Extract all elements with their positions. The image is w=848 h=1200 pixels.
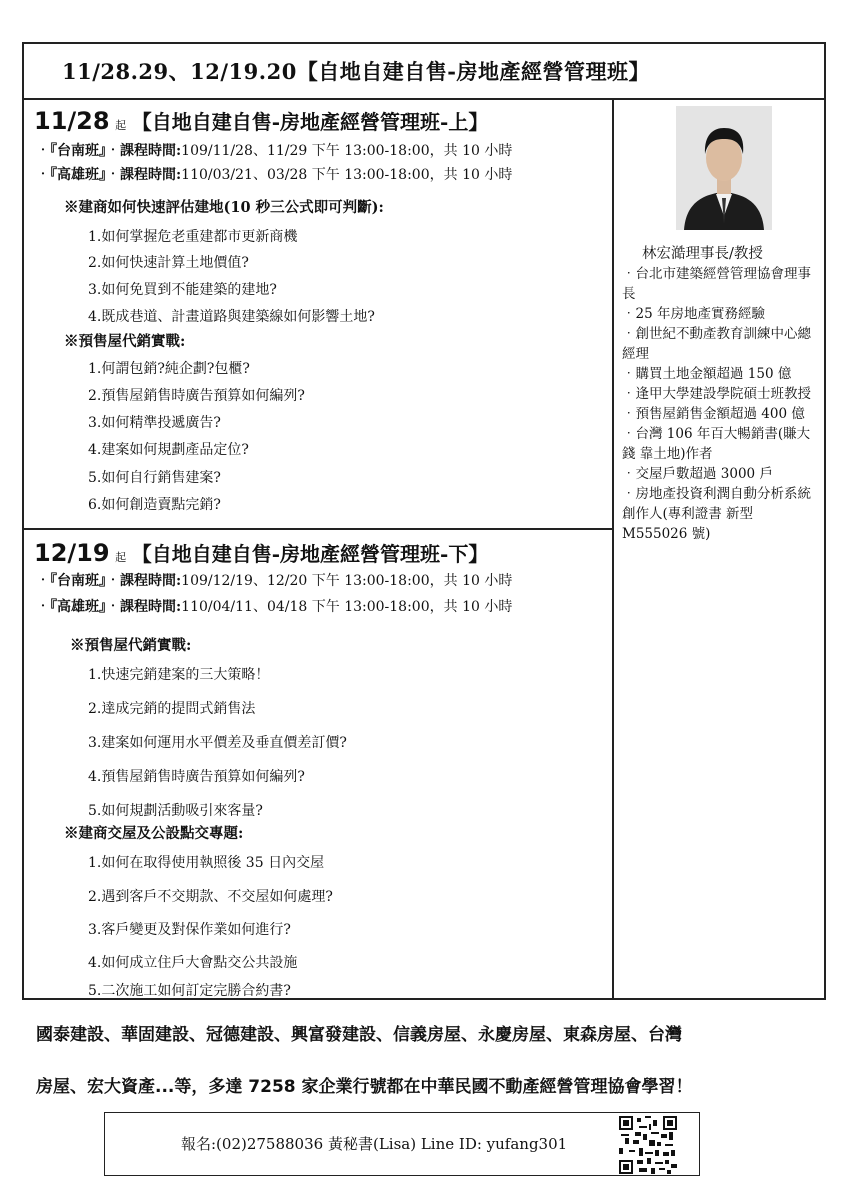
contact-info: 報名:(02)27588036 黃秘書(Lisa) Line ID: yufang301 bbox=[181, 1135, 568, 1153]
section-part-1 bbox=[24, 98, 612, 530]
instructor-panel bbox=[614, 98, 824, 998]
list-item: 4.如何成立住戶大會點交公共設施 bbox=[88, 955, 298, 971]
section-heading bbox=[34, 538, 488, 567]
schedule-kaohsiung bbox=[36, 164, 512, 184]
schedule-label: ‧課程時間: bbox=[106, 599, 182, 615]
list-item: 3.如何精準投遞廣告? bbox=[88, 415, 221, 431]
bio-item: ‧預售屋銷售金額超過 400 億 bbox=[622, 406, 805, 422]
list-item: 1.快速完銷建案的三大策略！ bbox=[88, 667, 270, 683]
list-item: 3.客戶變更及對保作業如何進行? bbox=[88, 922, 291, 938]
list-item: 2.遇到客戶不交期款、不交屋如何處理? bbox=[88, 889, 333, 905]
group-heading: ※建商如何快速評估建地(10 秒三公式即可判斷): bbox=[64, 199, 384, 216]
contact-box bbox=[104, 1112, 700, 1176]
section-date: 11/28 bbox=[34, 107, 110, 135]
list-item: 2.預售屋銷售時廣告預算如何編列? bbox=[88, 388, 305, 404]
bio-item: ‧25 年房地產實務經驗 bbox=[622, 306, 765, 322]
list-item: 4.既成巷道、計畫道路與建築線如何影響土地? bbox=[88, 309, 375, 325]
group-heading: ※預售屋代銷實戰: bbox=[70, 637, 192, 654]
bio-item: ‧創世紀不動產教育訓練中心總經理 bbox=[622, 326, 811, 362]
list-item: 2.如何快速計算土地價值? bbox=[88, 255, 249, 271]
footer-companies-line2: 房屋、宏大資產...等，多達 7258 家企業行號都在中華民國不動產經營管理協會學習！ bbox=[36, 1077, 693, 1097]
list-item: 1.如何在取得使用執照後 35 日內交屋 bbox=[88, 855, 325, 871]
instructor-bio bbox=[622, 264, 820, 544]
list-item: 6.如何創造賣點完銷? bbox=[88, 497, 221, 513]
list-item: 5.二次施工如何訂定完勝合約書? bbox=[88, 983, 291, 999]
instructor-name: 林宏澔理事長/教授 bbox=[642, 246, 763, 262]
schedule-tainan bbox=[36, 570, 512, 590]
list-item: 4.建案如何規劃產品定位? bbox=[88, 442, 249, 458]
class-name: ‧『高雄班』 bbox=[36, 167, 106, 183]
course-content bbox=[24, 98, 614, 998]
section-qi: 起 bbox=[115, 119, 127, 132]
class-name: ‧『台南班』 bbox=[36, 143, 106, 159]
list-item: 5.如何規劃活動吸引來客量? bbox=[88, 803, 263, 819]
bio-item: ‧購買土地金額超過 150 億 bbox=[622, 366, 792, 382]
group-heading: ※建商交屋及公設點交專題: bbox=[64, 825, 244, 842]
list-item: 3.如何免買到不能建築的建地? bbox=[88, 282, 277, 298]
schedule-label: ‧課程時間: bbox=[106, 573, 182, 589]
schedule-tainan bbox=[36, 140, 512, 160]
schedule-time: 109/12/19、12/20 下午 13:00-18:00，共 10 小時 bbox=[181, 573, 513, 589]
instructor-photo bbox=[676, 106, 772, 230]
list-item: 1.何謂包銷?純企劃?包櫃? bbox=[88, 361, 250, 377]
section-part-2 bbox=[24, 530, 612, 998]
list-item: 4.預售屋銷售時廣告預算如何編列? bbox=[88, 769, 305, 785]
class-name: ‧『高雄班』 bbox=[36, 599, 106, 615]
list-item: 3.建案如何運用水平價差及垂直價差訂價? bbox=[88, 735, 347, 751]
schedule-time: 110/03/21、03/28 下午 13:00-18:00，共 10 小時 bbox=[181, 167, 513, 183]
bio-item: ‧交屋戶數超過 3000 戶 bbox=[622, 466, 773, 482]
group-heading: ※預售屋代銷實戰: bbox=[64, 333, 186, 350]
title-row bbox=[24, 44, 824, 100]
bio-item: ‧台灣 106 年百大暢銷書(賺大錢 靠土地)作者 bbox=[622, 426, 811, 462]
bio-item: ‧台北市建築經營管理協會理事長 bbox=[622, 266, 811, 302]
section-title: 【自地自建自售-房地產經營管理班-下】 bbox=[131, 542, 489, 566]
section-date: 12/19 bbox=[34, 539, 110, 567]
bio-item: ‧逢甲大學建設學院碩士班教授 bbox=[622, 386, 811, 402]
course-frame bbox=[22, 42, 826, 1000]
footer-companies-line1: 國泰建設、華固建設、冠德建設、興富發建設、信義房屋、永慶房屋、東森房屋、台灣 bbox=[36, 1025, 682, 1045]
page-title: 11/28.29、12/19.20【自地自建自售-房地產經營管理班】 bbox=[62, 59, 651, 84]
section-qi: 起 bbox=[115, 551, 127, 564]
schedule-label: ‧課程時間: bbox=[106, 143, 182, 159]
schedule-kaohsiung bbox=[36, 596, 512, 616]
section-heading bbox=[34, 106, 488, 135]
list-item: 5.如何自行銷售建案? bbox=[88, 470, 221, 486]
schedule-time: 110/04/11、04/18 下午 13:00-18:00，共 10 小時 bbox=[181, 599, 513, 615]
bio-item: ‧房地產投資利潤自動分析系統創作人(專利證書 新型 M555026 號) bbox=[622, 486, 811, 542]
section-title: 【自地自建自售-房地產經營管理班-上】 bbox=[131, 110, 489, 134]
schedule-time: 109/11/28、11/29 下午 13:00-18:00，共 10 小時 bbox=[181, 143, 513, 159]
list-item: 2.達成完銷的提問式銷售法 bbox=[88, 701, 256, 717]
qr-code-icon[interactable] bbox=[619, 1116, 677, 1174]
list-item: 1.如何掌握危老重建都市更新商機 bbox=[88, 229, 298, 245]
class-name: ‧『台南班』 bbox=[36, 573, 106, 589]
schedule-label: ‧課程時間: bbox=[106, 167, 182, 183]
